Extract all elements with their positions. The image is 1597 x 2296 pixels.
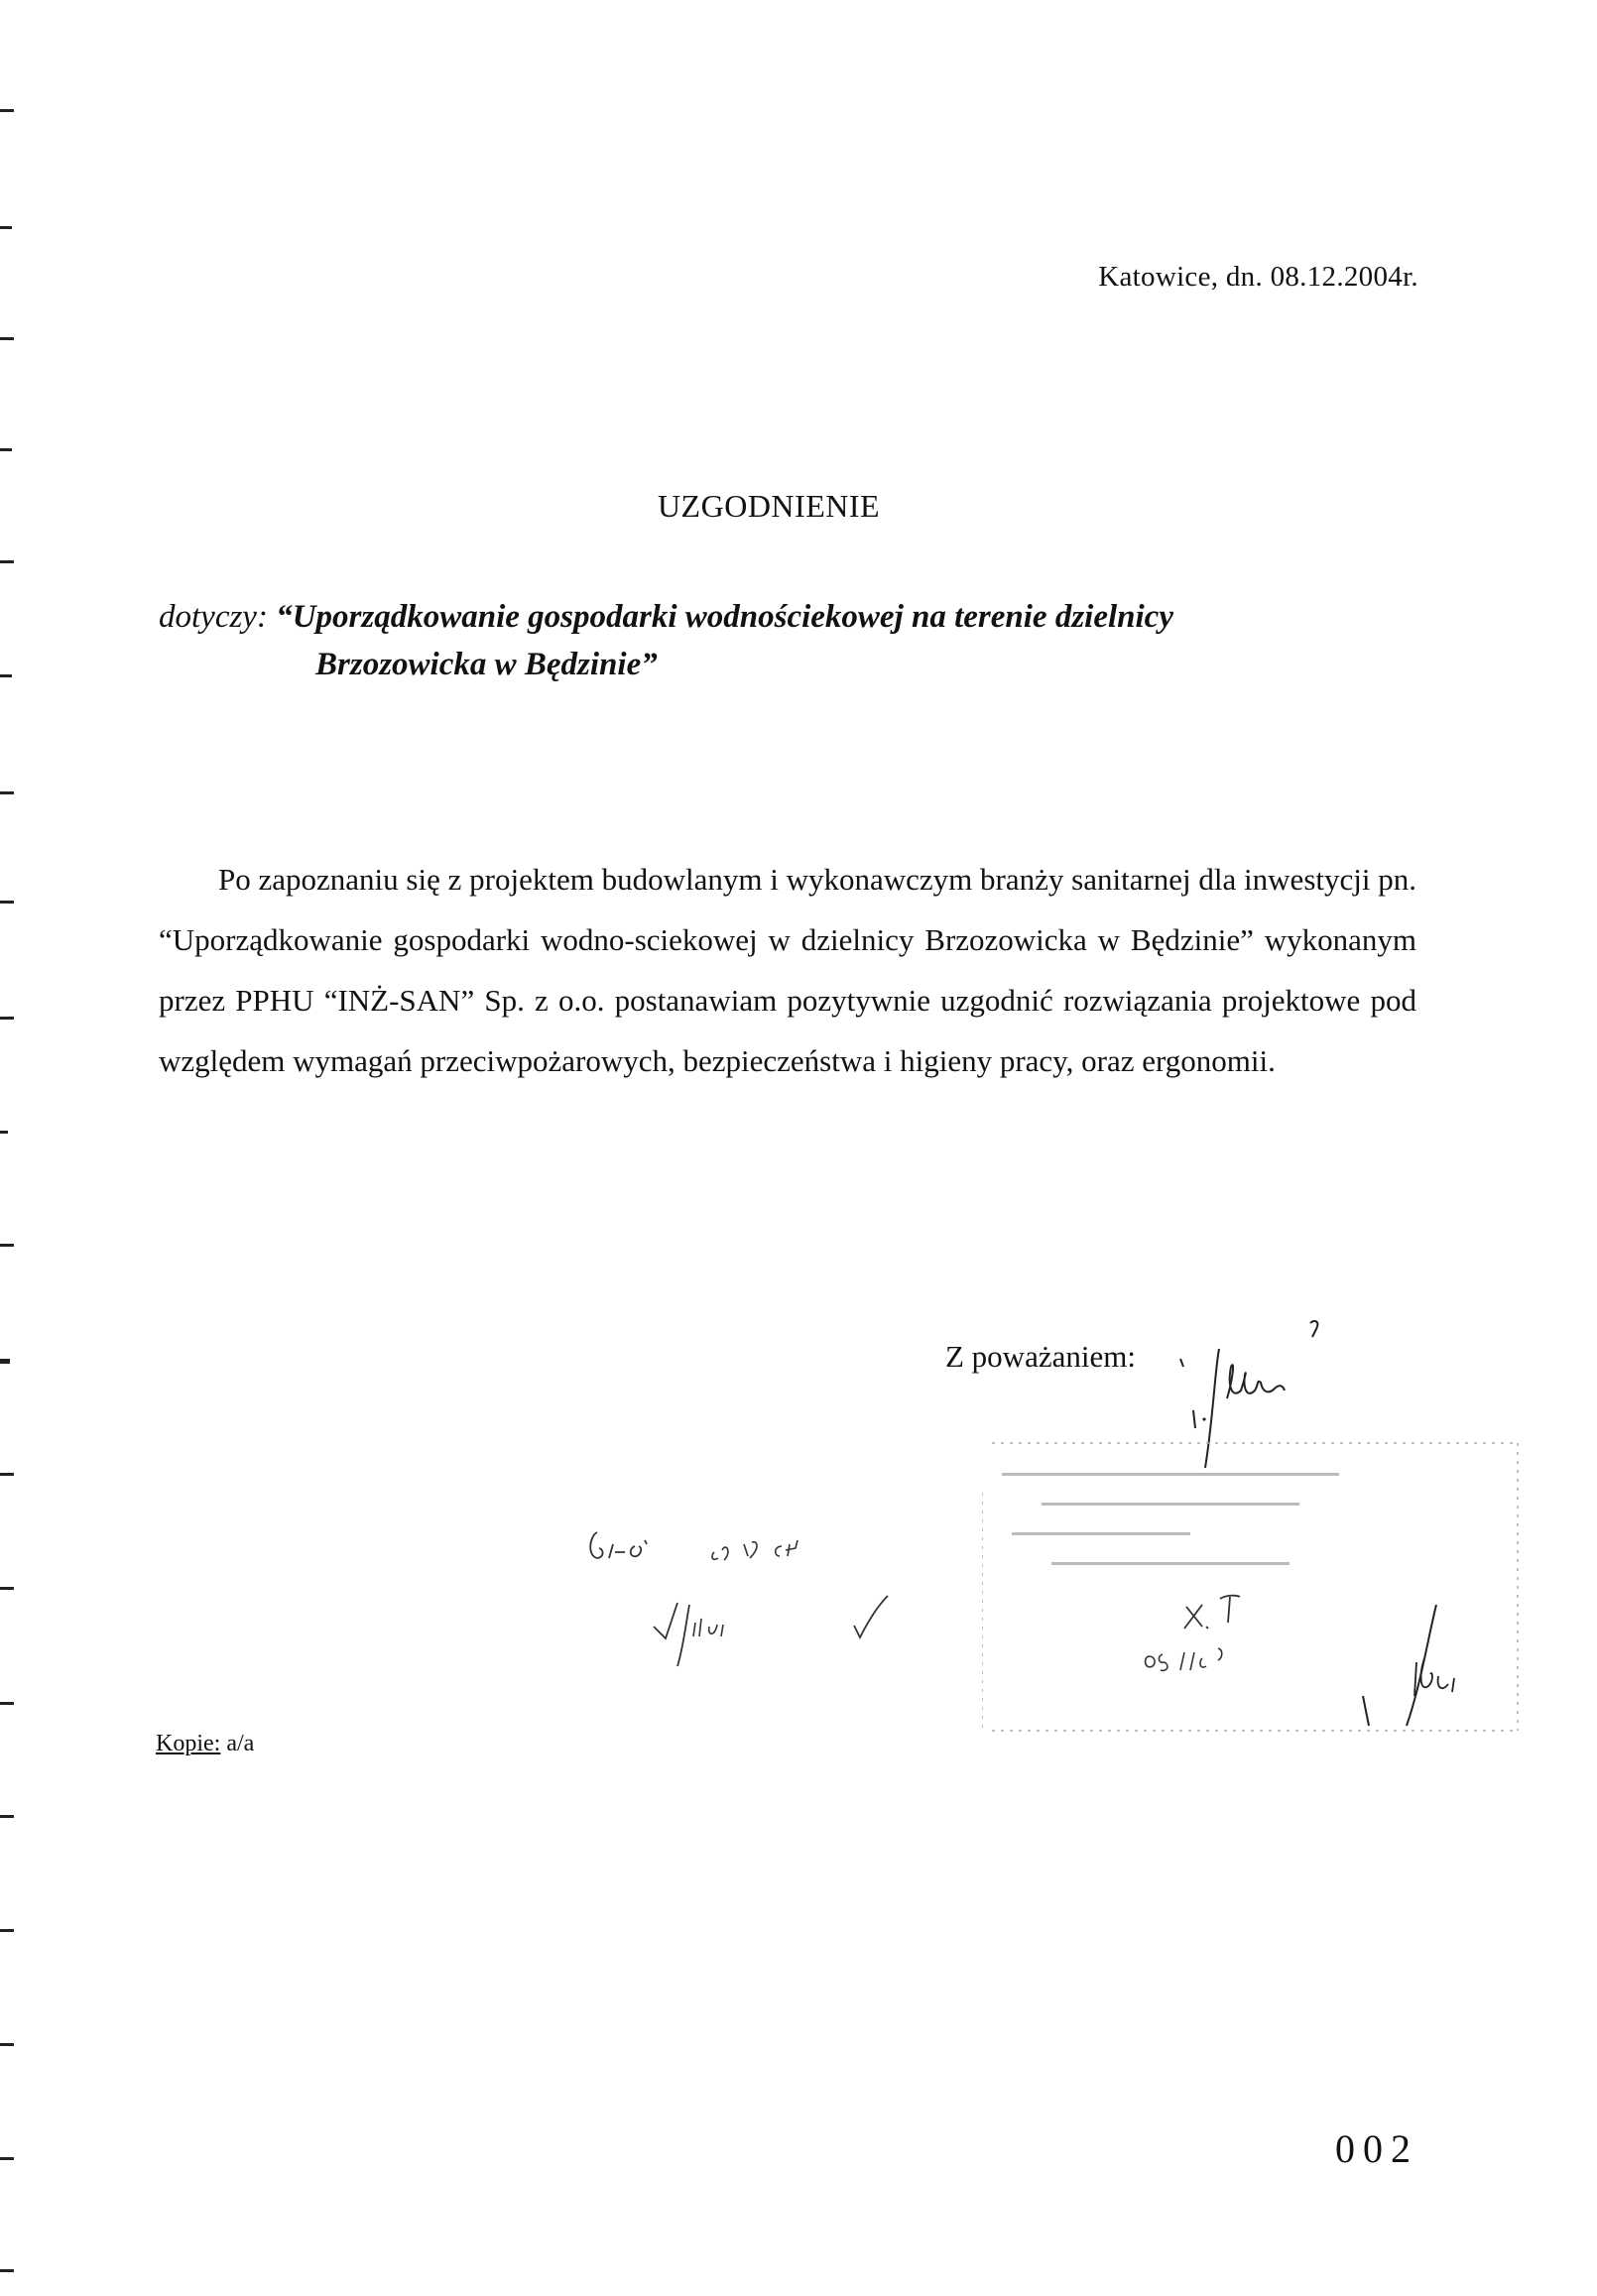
copies-note xyxy=(156,1731,254,1757)
scan-edge-mark xyxy=(0,448,12,451)
scan-edge-mark xyxy=(0,791,14,794)
scan-edge-mark xyxy=(0,674,12,677)
scan-edge-mark xyxy=(0,2269,14,2272)
subject-line-1: “Uporządkowanie gospodarki wodnościekowej na terenie dzielnicy xyxy=(276,599,1173,635)
scan-edge-mark xyxy=(0,1815,14,1818)
document-body xyxy=(159,849,1416,1091)
scan-edge-mark xyxy=(0,1359,10,1364)
handwritten-note-stamp xyxy=(1141,1587,1290,1686)
copies-value: a/a xyxy=(226,1731,255,1756)
body-paragraph: Po zapoznaniu się z projektem budowlanym i wykonawczym branży sanitarnej dla inwestycji pn. “Uporządkowanie gospodarki wodno-sciekowej w dzielnicy Brzozowicka w Będzinie” wykonanym przez PPHU “INŻ-SAN” Sp. z o.o. postanawiam pozytywnie uzgodnić rozwiązania projektowe pod względem wymagań przeciwpożarowych, bezpieczeństwa i higieny pracy, oraz ergonomii. xyxy=(159,862,1416,1078)
document-date: Katowice, dn. 08.12.2004r. xyxy=(1098,261,1418,293)
scan-edge-mark xyxy=(0,1131,8,1134)
closing-salutation: Z poważaniem: xyxy=(945,1339,1136,1374)
scan-edge-mark xyxy=(0,337,14,340)
scan-edge-mark xyxy=(0,226,12,229)
handwritten-initials-left xyxy=(650,1597,759,1676)
page-number: 002 xyxy=(1335,2126,1418,2171)
scan-edge-mark xyxy=(0,1244,14,1247)
subject-line-2: Brzozowicka w Będzinie” xyxy=(315,647,658,682)
handwritten-note-left xyxy=(585,1522,853,1572)
scan-edge-mark xyxy=(0,2157,14,2160)
signature-secondary xyxy=(1359,1597,1468,1736)
copies-label: Kopie: xyxy=(156,1731,221,1756)
scan-edge-mark xyxy=(0,1702,14,1705)
scan-edge-mark xyxy=(0,1587,14,1590)
check-mark xyxy=(848,1592,893,1651)
scan-edge-mark xyxy=(0,1473,14,1476)
scan-edge-mark xyxy=(0,901,14,904)
document-subject xyxy=(159,593,1448,688)
scan-edge-mark xyxy=(0,2043,14,2046)
document-title: UZGODNIENIE xyxy=(657,488,881,524)
scan-edge-mark xyxy=(0,1929,14,1932)
subject-label: dotyczy: xyxy=(159,599,268,635)
scan-edge-mark xyxy=(0,560,14,563)
scan-edge-mark xyxy=(0,109,14,112)
scan-edge-mark xyxy=(0,1017,14,1020)
